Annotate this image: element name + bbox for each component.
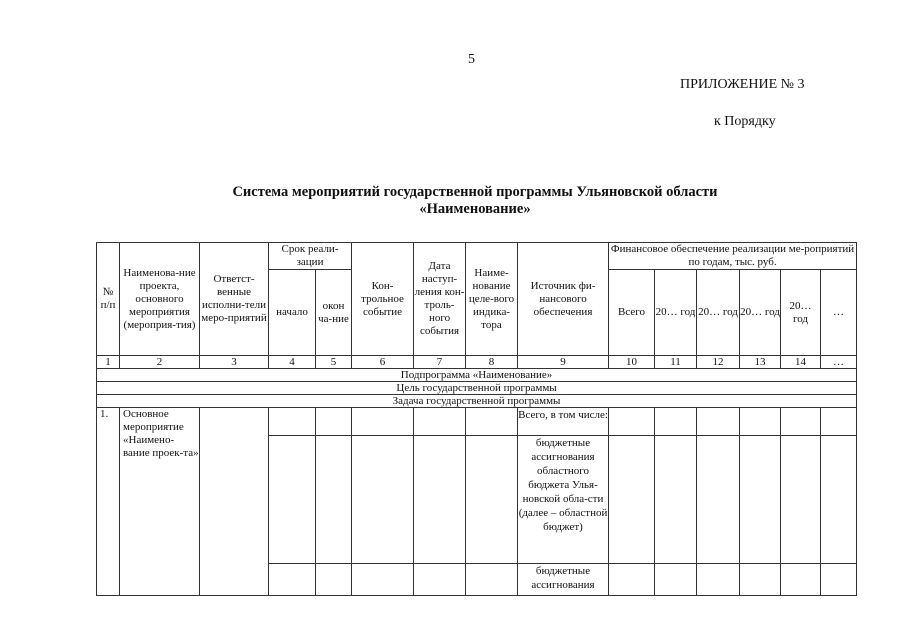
header-event-date: Дата наступ-ления кон-троль-ного события [414, 243, 466, 356]
empty-cell [414, 436, 466, 564]
column-number-row [97, 356, 857, 369]
measures-table [96, 242, 857, 596]
empty-cell [414, 564, 466, 596]
empty-cell [655, 436, 697, 564]
empty-cell [821, 436, 857, 564]
header-end: окон ча-ние [316, 270, 352, 356]
column-number: 5 [316, 356, 352, 369]
header-start: начало [269, 270, 316, 356]
empty-cell [697, 436, 740, 564]
column-number: 9 [518, 356, 609, 369]
empty-cell [740, 408, 781, 436]
empty-cell [781, 564, 821, 596]
empty-cell [316, 408, 352, 436]
empty-cell [697, 408, 740, 436]
column-number: 2 [120, 356, 200, 369]
column-number: 4 [269, 356, 316, 369]
column-number: 1 [97, 356, 120, 369]
task-row: Задача государственной программы [97, 395, 857, 408]
empty-cell [655, 564, 697, 596]
row-1-responsible [200, 408, 269, 596]
empty-cell [821, 564, 857, 596]
empty-cell [316, 564, 352, 596]
header-responsible: Ответст-венные исполни-тели меро-приятий [200, 243, 269, 356]
header-year-4: 20… год [781, 270, 821, 356]
column-number: 12 [697, 356, 740, 369]
column-number: 14 [781, 356, 821, 369]
goal-row: Цель государственной программы [97, 382, 857, 395]
header-year-1: 20… год [655, 270, 697, 356]
header-total: Всего [609, 270, 655, 356]
document-title [200, 184, 750, 218]
source-regional-budget: бюджетные ассигнования областного бюджета Улья-новской обла-сти (далее – областной бюджет) [518, 436, 609, 564]
empty-cell [740, 564, 781, 596]
subprogram-row: Подпрограмма «Наименование» [97, 369, 857, 382]
column-number: 3 [200, 356, 269, 369]
header-control-event: Кон-трольное событие [352, 243, 414, 356]
empty-cell [609, 408, 655, 436]
to-order-label: к Порядку [714, 114, 776, 129]
empty-cell [269, 436, 316, 564]
empty-cell [781, 436, 821, 564]
header-num: № п/п [97, 243, 120, 356]
column-number: 6 [352, 356, 414, 369]
row-1-name: Основное мероприятие «Наимено-вание проек-та» [120, 408, 200, 596]
empty-cell [466, 564, 518, 596]
column-number: 11 [655, 356, 697, 369]
empty-cell [609, 564, 655, 596]
header-source: Источник фи-нансового обеспечения [518, 243, 609, 356]
empty-cell [269, 408, 316, 436]
empty-cell [655, 408, 697, 436]
column-number: … [821, 356, 857, 369]
column-number: 13 [740, 356, 781, 369]
column-number: 8 [466, 356, 518, 369]
empty-cell [697, 564, 740, 596]
empty-cell [821, 408, 857, 436]
title-line-2: «Наименование» [419, 201, 531, 217]
empty-cell [781, 408, 821, 436]
page-number: 5 [468, 52, 475, 67]
appendix-label: ПРИЛОЖЕНИЕ № 3 [680, 77, 805, 92]
table-row [97, 408, 857, 436]
empty-cell [316, 436, 352, 564]
row-1-num: 1. [97, 408, 120, 596]
header-more: … [821, 270, 857, 356]
header-period: Срок реали-зации [269, 243, 352, 270]
empty-cell [609, 436, 655, 564]
header-year-2: 20… год [697, 270, 740, 356]
empty-cell [414, 408, 466, 436]
empty-cell [466, 436, 518, 564]
empty-cell [352, 564, 414, 596]
title-line-1: Система мероприятий государственной программы Ульяновской области [232, 184, 718, 200]
empty-cell [269, 564, 316, 596]
source-other: бюджетные ассигнования [518, 564, 609, 596]
header-year-3: 20… год [740, 270, 781, 356]
empty-cell [466, 408, 518, 436]
empty-cell [740, 436, 781, 564]
header-indicator: Наиме-нование целе-вого индика-тора [466, 243, 518, 356]
column-number: 10 [609, 356, 655, 369]
header-finance: Финансовое обеспечение реализации ме-роприятий по годам, тыс. руб. [609, 243, 857, 270]
column-number: 7 [414, 356, 466, 369]
source-total: Всего, в том числе: [518, 408, 609, 436]
empty-cell [352, 408, 414, 436]
header-name: Наименова-ние проекта, основного мероприятия (мероприя-тия) [120, 243, 200, 356]
empty-cell [352, 436, 414, 564]
